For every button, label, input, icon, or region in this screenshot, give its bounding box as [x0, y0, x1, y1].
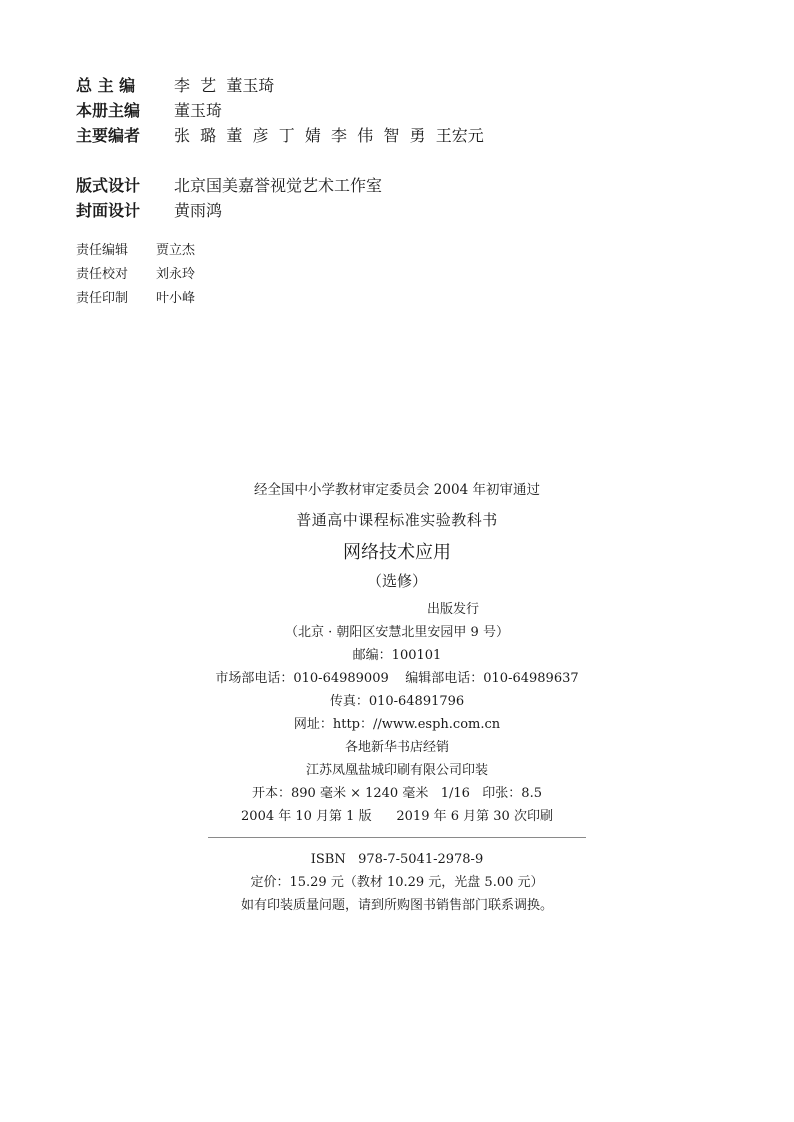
credit-responsible-printing — [76, 287, 736, 311]
credit-label: 主要编者 — [76, 126, 141, 145]
quality-notice: 如有印装质量问题，请到所购图书销售部门联系调换。 — [240, 898, 553, 913]
credit-layout-design — [76, 173, 736, 198]
credit-value: 刘永玲 — [156, 267, 196, 282]
credit-label: 本册主编 — [76, 101, 141, 120]
spacer — [76, 223, 736, 239]
book-format: 开本：890 毫米 × 1240 毫米 1/16 印张：8.5 — [252, 786, 542, 801]
credit-value: 叶小峰 — [156, 291, 196, 306]
credit-label: 总 主 编 — [76, 76, 136, 95]
credits-block — [76, 73, 736, 311]
credit-volume-editor — [76, 98, 736, 123]
credit-value: 李 艺 董玉琦 — [174, 76, 275, 95]
credit-label: 封面设计 — [76, 201, 141, 220]
credit-value: 北京国美嘉誉视觉艺术工作室 — [174, 176, 383, 195]
credit-cover-design — [76, 198, 736, 223]
credit-responsible-proofreader — [76, 263, 736, 287]
print-history: 2004 年 10 月第 1 版 2019 年 6 月第 30 次印刷 — [241, 809, 553, 824]
credit-label: 责任印制 — [76, 291, 129, 306]
credit-value: 贾立杰 — [156, 243, 196, 258]
edition-note: （选修） — [366, 572, 427, 590]
credit-chief-editor — [76, 73, 736, 98]
phone-numbers: 市场部电话：010-64989009 编辑部电话：010-64989637 — [215, 671, 579, 686]
credit-value: 张 璐 董 彦 丁 婧 李 伟 智 勇 王宏元 — [174, 126, 484, 145]
credit-label: 责任编辑 — [76, 243, 129, 258]
book-title: 网络技术应用 — [343, 542, 451, 563]
credit-responsible-editor — [76, 239, 736, 263]
credit-main-authors — [76, 123, 736, 148]
distributor: 各地新华书店经销 — [344, 740, 449, 755]
printer: 江苏凤凰盐城印刷有限公司印装 — [305, 763, 488, 778]
postcode: 邮编：100101 — [352, 648, 442, 663]
series-title: 普通高中课程标准实验教科书 — [296, 511, 498, 529]
approval-statement: 经全国中小学教材审定委员会 2004 年初审通过 — [254, 482, 540, 498]
website: 网址：http：//www.esph.com.cn — [293, 717, 501, 732]
fax-number: 传真：010-64891796 — [329, 694, 465, 709]
credit-value: 黄雨鸿 — [174, 201, 223, 220]
price: 定价：15.29 元（教材 10.29 元，光盘 5.00 元） — [250, 875, 544, 890]
spacer — [76, 148, 736, 173]
publisher-address: （北京 · 朝阳区安慧北里安园甲 9 号） — [285, 625, 509, 640]
credit-label: 版式设计 — [76, 176, 141, 195]
divider — [208, 837, 586, 838]
imprint-block — [0, 478, 794, 917]
isbn: ISBN 978-7-5041-2978-9 — [310, 852, 484, 867]
publisher-line: 出版发行 — [426, 602, 479, 617]
credit-value: 董玉琦 — [174, 101, 223, 120]
credit-label: 责任校对 — [76, 267, 129, 282]
